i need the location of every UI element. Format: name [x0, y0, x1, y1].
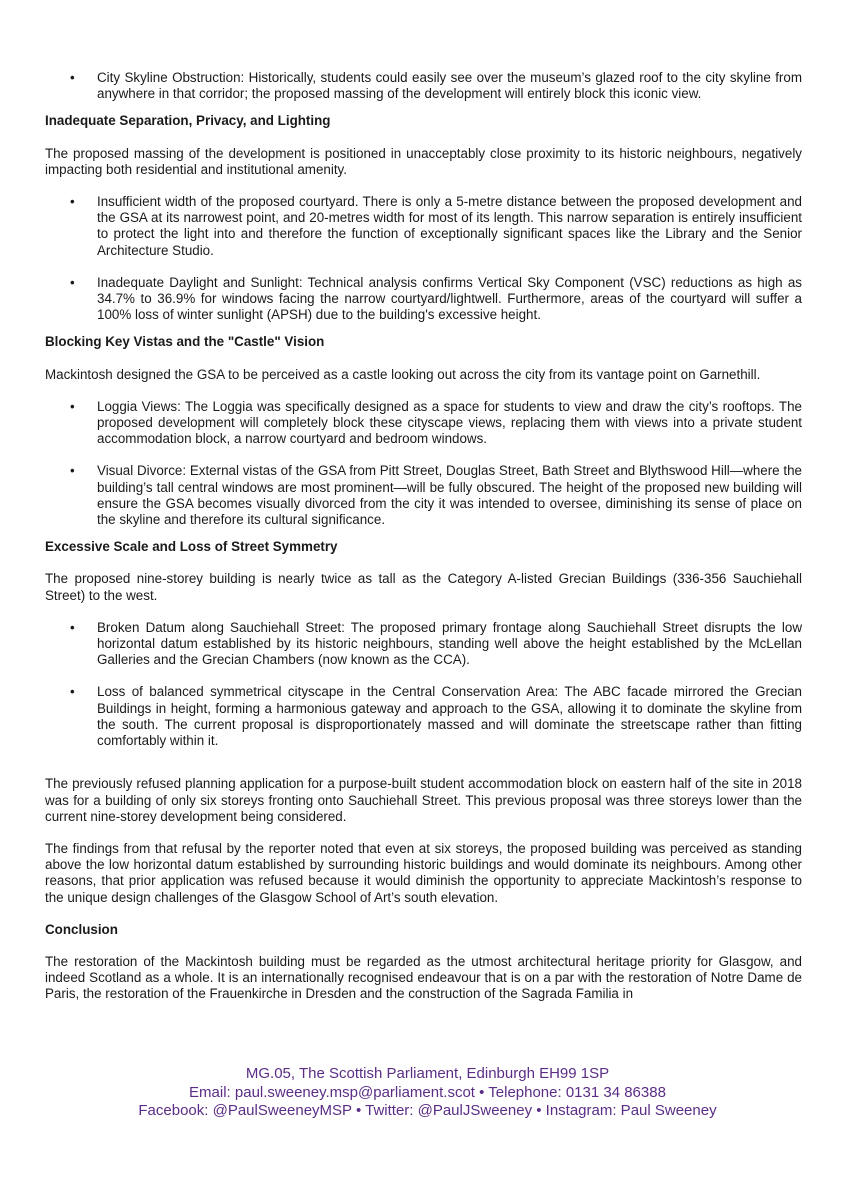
bullet-text: Insufficient width of the proposed courtyard. There is only a 5-metre distance between the proposed development and the GSA at its narrowest point, and 20-metres width for most of its length. This narrow separation is entirely insufficient to protect the light into and therefore the function of exceptionally significant spaces like the Library and the Senior Architecture Studio. [97, 194, 802, 258]
bullet-dot-icon: • [70, 684, 75, 700]
bullet-item [45, 194, 802, 259]
section-bullet-list [45, 194, 802, 323]
bullet-item [45, 399, 802, 448]
bullet-text: Visual Divorce: External vistas of the GSA from Pitt Street, Douglas Street, Bath Street and Blythswood Hill—where the building’s tall central windows are most prominent—will be fully obscured. The height of the proposed new building will ensure the GSA becomes visually divorced from the city it was intended to oversee, diminishing its sense of place on the skyline and therefore its cultural significance. [97, 463, 802, 528]
bullet-dot-icon: • [70, 398, 75, 414]
section-bullet-list [45, 399, 802, 528]
conclusion-heading: Conclusion [45, 921, 118, 937]
bullet-text: City Skyline Obstruction: Historically, students could easily see over the museum’s glazed roof to the city skyline from anywhere in that corridor; the proposed massing of the development will entirely block this iconic view. [97, 70, 802, 102]
bullet-dot-icon: • [70, 274, 75, 290]
body-paragraph: The previously refused planning application for a purpose-built student accommodation block on eastern half of the site in 2018 was for a building of only six storeys fronting onto Sauchiehall Street. This previous proposal was three storeys lower than the current nine-storey development being considered. [45, 776, 802, 824]
bullet-item [45, 620, 802, 669]
section-intro: Mackintosh designed the GSA to be perceived as a castle looking out across the city from its vantage point on Garnethill. [45, 366, 761, 382]
section-intro: The proposed massing of the development is positioned in unacceptably close proximity to its historic neighbours, negatively impacting both residential and institutional amenity. [45, 145, 802, 177]
section-heading: Blocking Key Vistas and the "Castle" Vision [45, 334, 325, 350]
footer-contact: Email: paul.sweeney.msp@parliament.scot • Telephone: 0131 34 86388 [189, 1083, 666, 1101]
section-intro: The proposed nine-storey building is nearly twice as tall as the Category A-listed Grecian Buildings (336-356 Sauchiehall Street) to the west. [45, 571, 802, 603]
bullet-dot-icon: • [70, 619, 75, 635]
bullet-text: Broken Datum along Sauchiehall Street: The proposed primary frontage along Sauchiehall Street disrupts the low horizontal datum established by its historic neighbours, standing well above the height established by the McLellan Galleries and the Grecian Chambers (now known as the CCA). [97, 619, 802, 668]
intro-bullet-list [45, 70, 802, 102]
bullet-text: Inadequate Daylight and Sunlight: Technical analysis confirms Vertical Sky Component (VSC) reductions as high as 34.7% to 36.9% for windows facing the narrow courtyard/lightwell. Furthermore, areas of the courtyard will suffer a 100% loss of winter sunlight (APSH) due to the building's excessive height. [97, 274, 802, 323]
bullet-item [45, 463, 802, 528]
section-heading: Excessive Scale and Loss of Street Symmetry [45, 539, 338, 555]
contact-footer [0, 1065, 855, 1121]
section-bullet-list [45, 620, 802, 749]
bullet-dot-icon: • [70, 194, 75, 210]
bullet-dot-icon: • [70, 70, 75, 85]
bullet-text: Loggia Views: The Loggia was specifically designed as a space for students to view and draw the city’s rooftops. The proposed development will completely block these cityscape views, replacing them with views into a private student accommodation block, a narrow courtyard and bedroom windows. [97, 398, 802, 447]
conclusion-text: The restoration of the Mackintosh building must be regarded as the utmost architectural heritage priority for Glasgow, and indeed Scotland as a whole. It is an internationally recognised endeavour that is on a par with the restoration of Notre Dame de Paris, the restoration of the Frauenkirche in Dresden and the construction of the Sagrada Familia in [45, 953, 802, 1002]
bullet-item [45, 684, 802, 749]
footer-social: Facebook: @PaulSweeneyMSP • Twitter: @PaulJSweeney • Instagram: Paul Sweeney [138, 1102, 717, 1119]
bullet-item [45, 275, 802, 324]
footer-address: MG.05, The Scottish Parliament, Edinburgh EH99 1SP [245, 1065, 610, 1082]
body-paragraph: The findings from that refusal by the reporter noted that even at six storeys, the proposed building was perceived as standing above the low horizontal datum established by surrounding historic buildings and would dominate its neighbours. Among other reasons, that prior application was refused because it would diminish the opportunity to appreciate Mackintosh’s response to the unique design challenges of the Glasgow School of Art’s south elevation. [45, 840, 802, 905]
section-heading: Inadequate Separation, Privacy, and Lighting [45, 113, 331, 129]
bullet-item [45, 70, 802, 102]
document-body [45, 70, 802, 1003]
bullet-text: Loss of balanced symmetrical cityscape in the Central Conservation Area: The ABC facade mirrored the Grecian Buildings in height, forming a harmonious gateway and approach to the GSA, allowing it to dominate the skyline from the south. The current proposal is disproportionately massed and will dominate the streetscape rather than fitting comfortably within it. [97, 684, 802, 749]
bullet-dot-icon: • [70, 463, 75, 479]
